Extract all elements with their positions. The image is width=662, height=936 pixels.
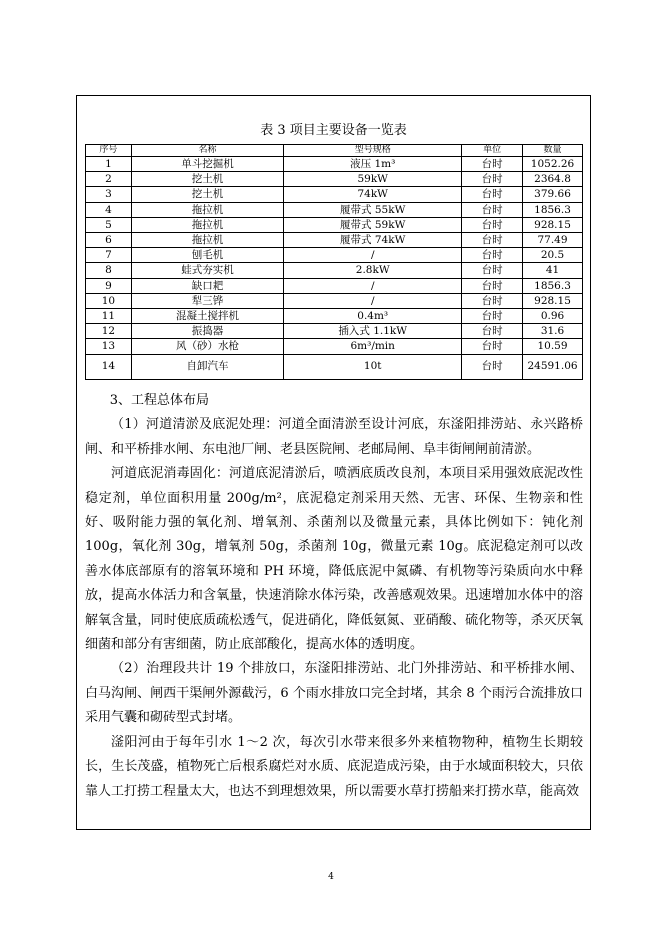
paragraph: 滏阳河由于每年引水 1～2 次，每次引水带来很多外来植物物种，植物生长期较长，生长茂盛，植物死亡后根系腐烂对水质、底泥造成污染，由于水域面积较大，只依靠人工打捞工程量太大，也达不到理想效果，所以需要水草打捞船来打捞水草，能高效 xyxy=(85,734,583,799)
row-name: 挖土机 xyxy=(131,172,283,187)
row-name: 拖拉机 xyxy=(131,217,283,232)
row-spec: 履带式 59kW xyxy=(284,217,462,232)
header-quantity: 数量 xyxy=(523,145,583,157)
header-index: 序号 xyxy=(86,145,132,157)
row-spec: 履带式 74kW xyxy=(284,233,462,248)
paragraph: 河道底泥消毒固化：河道底泥清淤后，喷洒底质改良剂，本项目采用强效底泥改性稳定剂，单位面积用量 200g/m²，底泥稳定剂采用天然、无害、环保、生物亲和性好、吸附能力强的氧化剂、增氧剂、杀菌剂以及微量元素，具体比例如下：钝化剂 100g，氧化剂 30g，增氧剂 50g，杀菌剂 10g，微量元素 10g。底泥稳定剂可以改善水体底部原有的溶氧环境和 PH 环境，降低底泥中氮磷、有机物等污染质向水中释放，提高水体活力和含氧量，快速消除水体污染，改善感观效果。迅速增加水体中的溶解氧含量，同时使底质疏松透气，促进硝化，降低氨氮、亚硝酸、硫化物等，杀灭厌氧细菌和部分有害细菌，防止底部酸化，提高水体的透明度。 xyxy=(85,466,583,653)
row-unit: 台时 xyxy=(462,248,523,263)
row-name: 自卸汽车 xyxy=(131,354,283,379)
row-name: 刨毛机 xyxy=(131,248,283,263)
row-unit: 台时 xyxy=(462,202,523,217)
content-frame xyxy=(76,95,591,830)
table-header-row xyxy=(86,145,583,157)
row-index: 5 xyxy=(86,217,132,232)
row-name: 挖土机 xyxy=(131,187,283,202)
row-unit: 台时 xyxy=(462,263,523,278)
row-index: 12 xyxy=(86,324,132,339)
table-row xyxy=(86,187,583,202)
row-spec: 0.4m³ xyxy=(284,309,462,324)
row-unit: 台时 xyxy=(462,187,523,202)
row-name: 混凝土搅拌机 xyxy=(131,309,283,324)
table-row xyxy=(86,339,583,354)
row-unit: 台时 xyxy=(462,157,523,172)
row-unit: 台时 xyxy=(462,339,523,354)
paragraph: （1）河道清淤及底泥处理：河道全面清淤至设计河底，东滏阳排涝站、永兴路桥闸、和平桥排水闸、东电池厂闸、老县医院闸、老邮局闸、阜丰街闸闸前清淤。 xyxy=(85,417,583,457)
table-row xyxy=(86,293,583,308)
row-spec: / xyxy=(284,248,462,263)
row-index: 4 xyxy=(86,202,132,217)
table-row xyxy=(86,248,583,263)
table-row xyxy=(86,309,583,324)
row-name: 振捣器 xyxy=(131,324,283,339)
row-quantity: 2364.8 xyxy=(523,172,583,187)
row-name: 缺口耙 xyxy=(131,278,283,293)
row-index: 3 xyxy=(86,187,132,202)
table-row xyxy=(86,354,583,379)
header-spec: 型号规格 xyxy=(284,145,462,157)
table-row xyxy=(86,263,583,278)
row-unit: 台时 xyxy=(462,354,523,379)
row-quantity: 928.15 xyxy=(523,217,583,232)
row-unit: 台时 xyxy=(462,233,523,248)
row-unit: 台时 xyxy=(462,172,523,187)
row-spec: 6m³/min xyxy=(284,339,462,354)
row-spec: 10t xyxy=(284,354,462,379)
row-quantity: 379.66 xyxy=(523,187,583,202)
row-index: 6 xyxy=(86,233,132,248)
row-unit: 台时 xyxy=(462,309,523,324)
section-heading: 3、工程总体布局 xyxy=(109,393,209,408)
row-name: 拖拉机 xyxy=(131,233,283,248)
row-index: 10 xyxy=(86,293,132,308)
equipment-table xyxy=(85,144,583,380)
row-quantity: 20.5 xyxy=(523,248,583,263)
page-number: 4 xyxy=(328,872,334,882)
header-unit: 单位 xyxy=(462,145,523,157)
row-quantity: 24591.06 xyxy=(523,354,583,379)
table-row xyxy=(86,217,583,232)
table-caption: 表 3 项目主要设备一览表 xyxy=(260,123,407,138)
row-spec: 2.8kW xyxy=(284,263,462,278)
body-text xyxy=(85,389,583,804)
row-quantity: 77.49 xyxy=(523,233,583,248)
row-quantity: 41 xyxy=(523,263,583,278)
row-index: 7 xyxy=(86,248,132,263)
row-name: 拖拉机 xyxy=(131,202,283,217)
row-index: 8 xyxy=(86,263,132,278)
row-index: 13 xyxy=(86,339,132,354)
paragraph: （2）治理段共计 19 个排放口，东滏阳排涝站、北门外排涝站、和平桥排水闸、白马沟闸、闸西干渠闸外源截污，6 个雨水排放口完全封堵，其余 8 个雨污合流排放口采用气囊和砌砖型式封堵。 xyxy=(85,661,583,726)
row-quantity: 10.59 xyxy=(523,339,583,354)
row-index: 9 xyxy=(86,278,132,293)
table-row xyxy=(86,233,583,248)
row-name: 风（砂）水枪 xyxy=(131,339,283,354)
table-row xyxy=(86,172,583,187)
header-name: 名称 xyxy=(131,145,283,157)
row-unit: 台时 xyxy=(462,293,523,308)
table-row xyxy=(86,202,583,217)
row-quantity: 31.6 xyxy=(523,324,583,339)
row-unit: 台时 xyxy=(462,278,523,293)
row-spec: 履带式 55kW xyxy=(284,202,462,217)
row-index: 2 xyxy=(86,172,132,187)
row-quantity: 1856.3 xyxy=(523,202,583,217)
row-index: 1 xyxy=(86,157,132,172)
row-index: 11 xyxy=(86,309,132,324)
row-index: 14 xyxy=(86,354,132,379)
row-name: 单斗挖掘机 xyxy=(131,157,283,172)
row-spec: 74kW xyxy=(284,187,462,202)
row-spec: / xyxy=(284,293,462,308)
table-row xyxy=(86,324,583,339)
row-unit: 台时 xyxy=(462,217,523,232)
table-row xyxy=(86,157,583,172)
row-quantity: 928.15 xyxy=(523,293,583,308)
row-spec: 59kW xyxy=(284,172,462,187)
row-name: 犁三铧 xyxy=(131,293,283,308)
row-unit: 台时 xyxy=(462,324,523,339)
row-name: 蛙式夯实机 xyxy=(131,263,283,278)
row-quantity: 0.96 xyxy=(523,309,583,324)
row-quantity: 1856.3 xyxy=(523,278,583,293)
row-spec: / xyxy=(284,278,462,293)
table-row xyxy=(86,278,583,293)
row-quantity: 1052.26 xyxy=(523,157,583,172)
row-spec: 插入式 1.1kW xyxy=(284,324,462,339)
row-spec: 液压 1m³ xyxy=(284,157,462,172)
